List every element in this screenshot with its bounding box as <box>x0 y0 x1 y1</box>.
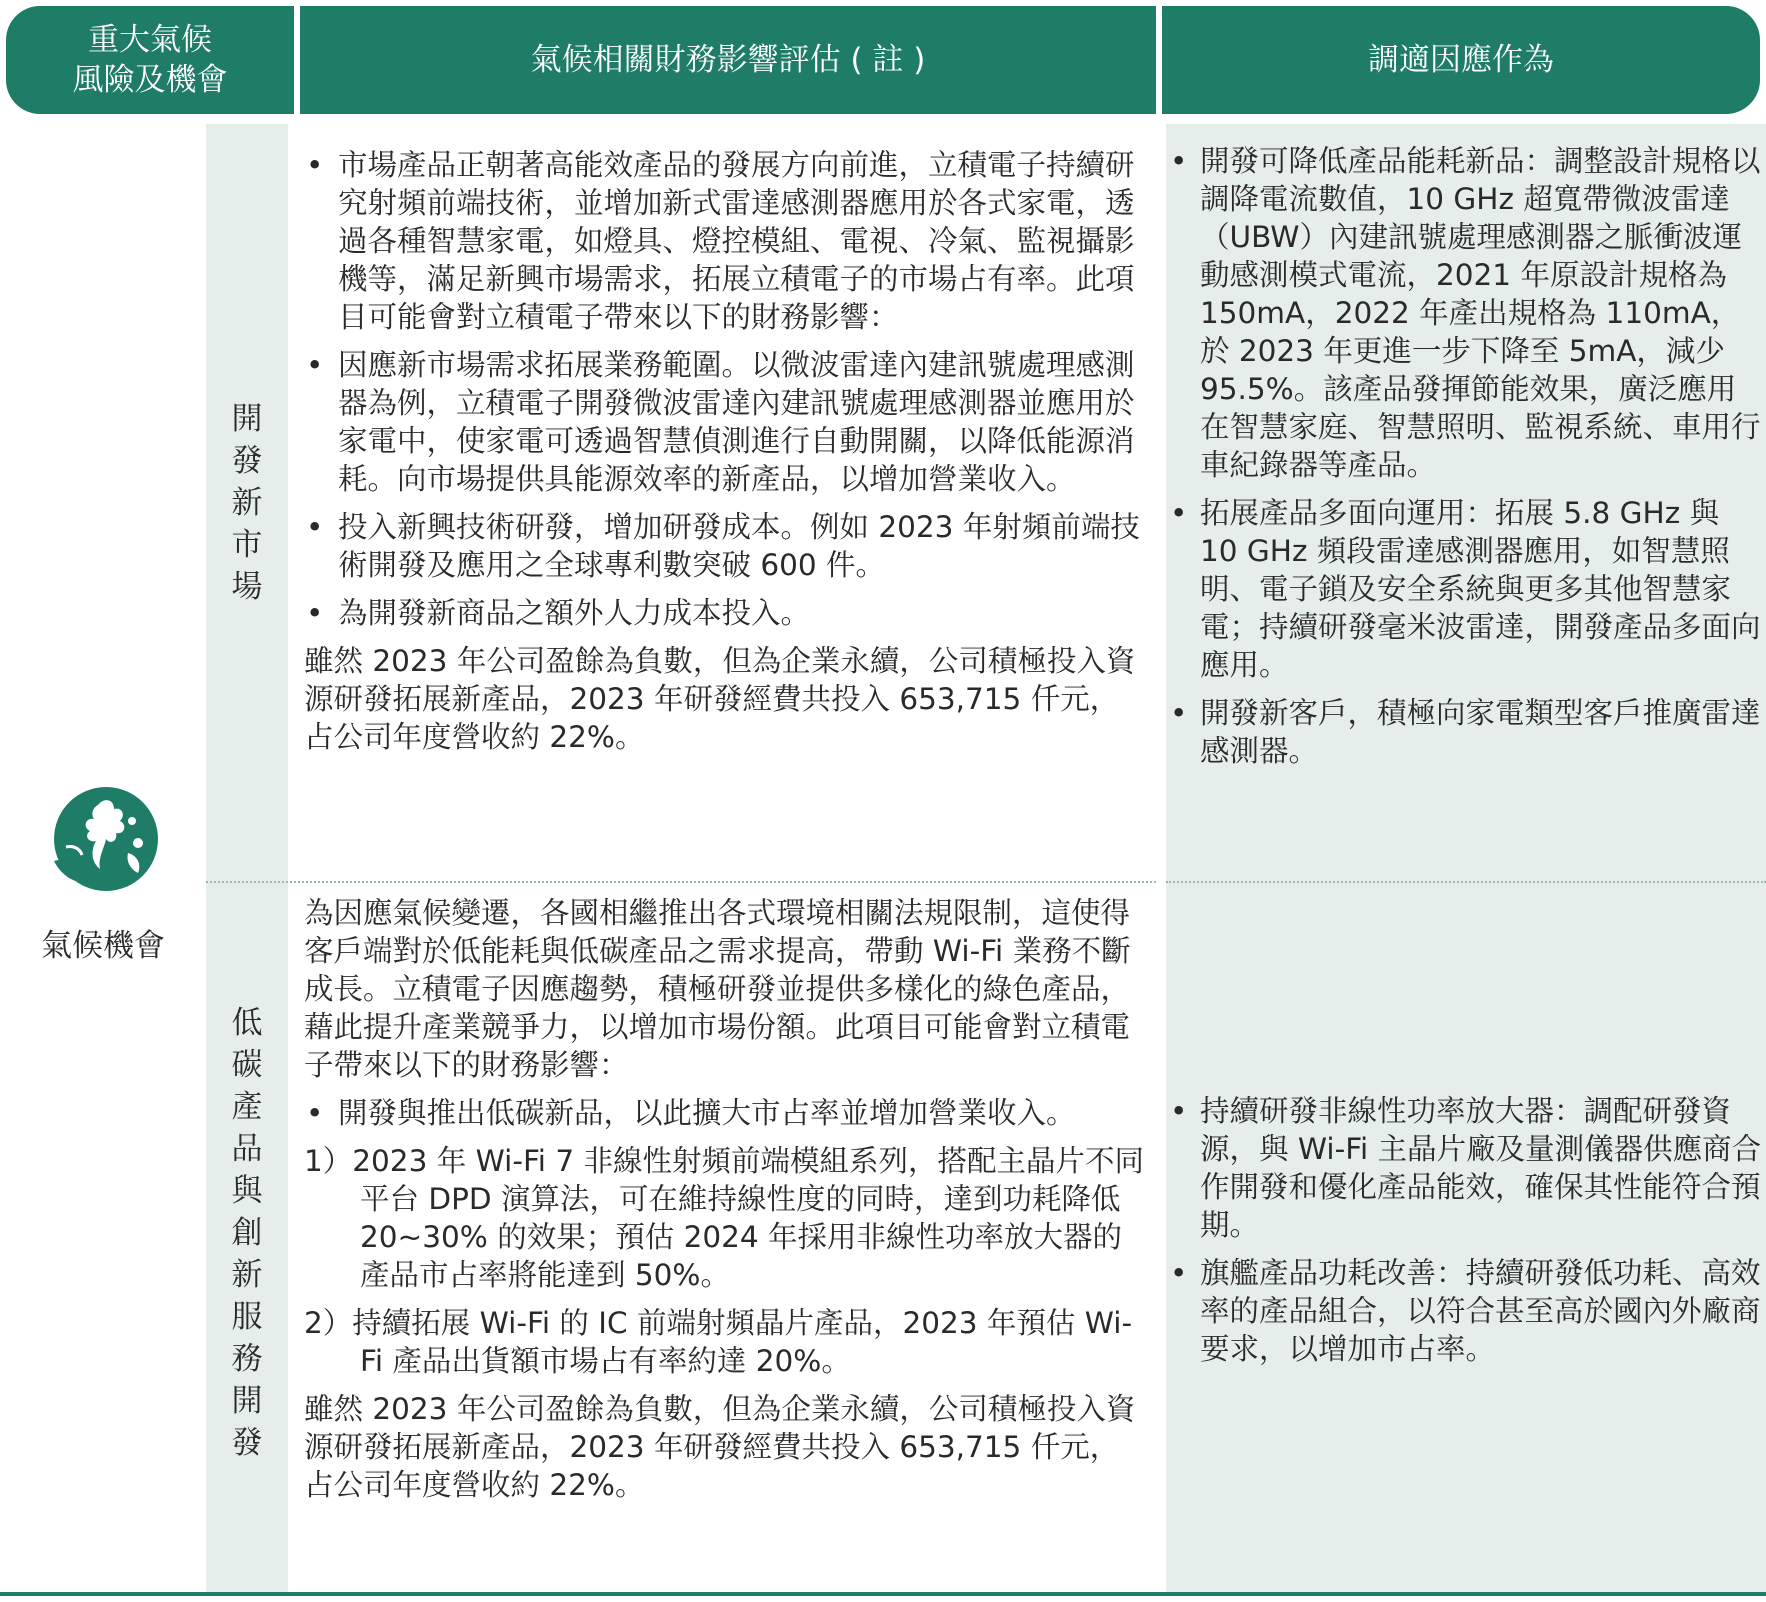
financial-note: 雖然 2023 年公司盈餘為負數，但為企業永續，公司積極投入資源研發拓展新產品，2023 年研發經費共投入 653,715 仟元，占公司年度營收約 22%。 <box>304 644 1136 754</box>
sub-label-low-carbon <box>206 1002 288 1464</box>
row-divider <box>1166 881 1766 883</box>
sub-label-char: 發 <box>231 1425 263 1461</box>
list-item: • 因應新市場需求拓展業務範圍。以微波雷達內建訊號處理感測器為例，立積電子開發微波雷達內建訊號處理感測器並應用於家電中，使家電可透過智慧偵測進行自動開關，以降低能源消耗。向市場提供具能源效率的新產品，以增加營業收入。 <box>304 346 1148 498</box>
list-item: • 開發可降低產品能耗新品：調整設計規格以調降電流數值，10 GHz 超寬帶微波雷達（UBW）內建訊號處理感測器之脈衝波運動感測模式電流，2021 年原設計規格為 150mA，2022 年產出規格為 110mA，於 2023 年更進一步下降至 5mA，減少 95.5%。該產品發揮節能效果，廣泛應用在智慧家庭、智慧照明、監視系統、車用行車紀錄器等產品。 <box>1168 142 1762 484</box>
list-item: • 投入新興技術研發，增加研發成本。例如 2023 年射頻前端技術開發及應用之全球專利數突破 600 件。 <box>304 508 1148 584</box>
table-bottom-border <box>0 1592 1766 1596</box>
list-item: • 持續研發非線性功率放大器：調配研發資源，與 Wi-Fi 主晶片廠及量測儀器供應商合作開發和優化產品能效，確保其性能符合預期。 <box>1168 1092 1762 1244</box>
list-item: • 拓展產品多面向運用：拓展 5.8 GHz 與 10 GHz 頻段雷達感測器應用，如智慧照明、電子鎖及安全系統與更多其他智慧家電；持續研發毫米波雷達，開發產品多面向應用。 <box>1168 494 1762 684</box>
sub-label-char: 與 <box>231 1173 263 1209</box>
numbered-item: 1）2023 年 Wi-Fi 7 非線性射頻前端模組系列，搭配主晶片不同平台 DPD 演算法，可在維持線性度的同時，達到功耗降低 20~30% 的效果；預估 2024 年採用非線性功率放大器的產品市占率將能達到 50%。 <box>304 1144 1145 1292</box>
list-item: • 開發新客戶，積極向家電類型客戶推廣雷達感測器。 <box>1168 694 1762 770</box>
action-cell-new-market <box>1168 142 1762 780</box>
category-label: 氣候機會 <box>41 928 165 964</box>
sub-label-char: 發 <box>231 443 263 479</box>
list-item: • 開發與推出低碳新品，以此擴大市占率並增加營業收入。 <box>304 1094 1148 1132</box>
financial-cell-new-market <box>304 146 1148 766</box>
sub-label-char: 新 <box>231 485 263 521</box>
sub-label-char: 新 <box>231 1257 263 1293</box>
header-action-label: 調適因應作為 <box>1368 42 1554 78</box>
numbered-item: 2）持續拓展 Wi-Fi 的 IC 前端射頻晶片產品，2023 年預估 Wi-Fi 產品出貨額市場占有率約達 20%。 <box>304 1306 1133 1378</box>
sub-label-new-market <box>206 398 288 608</box>
sub-label-char: 創 <box>231 1215 263 1251</box>
sub-label-char: 低 <box>231 1005 263 1041</box>
header-risk-line2: 風險及機會 <box>72 62 228 98</box>
financial-note: 雖然 2023 年公司盈餘為負數，但為企業永續，公司積極投入資源研發拓展新產品，2023 年研發經費共投入 653,715 仟元，占公司年度營收約 22%。 <box>304 1392 1136 1502</box>
climate-opportunity-icon <box>44 783 164 903</box>
sub-label-char: 服 <box>231 1299 263 1335</box>
list-item: • 為開發新商品之額外人力成本投入。 <box>304 594 1148 632</box>
sub-label-char: 場 <box>231 569 263 605</box>
header-financial-label: 氣候相關財務影響評估 ( 註 ) <box>530 42 926 78</box>
sub-label-char: 市 <box>231 527 263 563</box>
action-cell-low-carbon <box>1168 1092 1762 1378</box>
sub-label-char: 產 <box>231 1089 263 1125</box>
financial-cell-low-carbon <box>304 894 1148 1514</box>
financial-intro: 為因應氣候變遷，各國相繼推出各式環境相關法規限制，這使得客戶端對於低能耗與低碳產品之需求提高，帶動 Wi-Fi 業務不斷成長。立積電子因應趨勢，積極研發並提供多樣化的綠色產品，藉此提升產業競爭力，以增加市場份額。此項目可能會對立積電子帶來以下的財務影響： <box>304 896 1131 1082</box>
sub-label-char: 開 <box>231 401 263 437</box>
list-item: • 市場產品正朝著高能效產品的發展方向前進，立積電子持續研究射頻前端技術，並增加新式雷達感測器應用於各式家電，透過各種智慧家電，如燈具、燈控模組、電視、冷氣、監視攝影機等，滿足新興市場需求，拓展立積電子的市場占有率。此項目可能會對立積電子帶來以下的財務影響： <box>304 146 1148 336</box>
header-financial-column <box>300 6 1156 114</box>
header-risk-line1: 重大氣候 <box>88 22 212 58</box>
list-item: • 旗艦產品功耗改善：持續研發低功耗、高效率的產品組合，以符合甚至高於國內外廠商要求，以增加市占率。 <box>1168 1254 1762 1368</box>
sub-label-char: 品 <box>231 1131 263 1167</box>
sub-label-char: 開 <box>231 1383 263 1419</box>
row-divider <box>206 881 1156 883</box>
sub-label-char: 務 <box>231 1341 263 1377</box>
sub-label-char: 碳 <box>231 1047 263 1083</box>
header-risk-column <box>6 6 294 114</box>
header-action-column <box>1162 6 1760 114</box>
